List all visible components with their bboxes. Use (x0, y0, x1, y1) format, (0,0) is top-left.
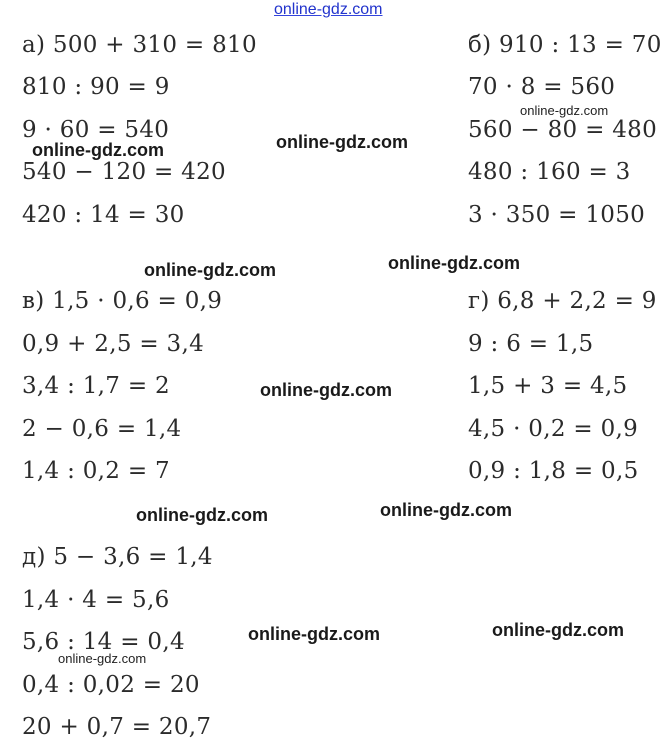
section-a-line-4: 540 − 120 = 420 (22, 159, 226, 185)
watermark: online-gdz.com (144, 260, 276, 280)
section-g-line-5: 0,9 : 1,8 = 0,5 (468, 458, 639, 484)
section-g-line-4: 4,5 · 0,2 = 0,9 (468, 416, 639, 442)
watermark: online-gdz.com (492, 620, 624, 640)
section-a-line-3: 9 · 60 = 540 (22, 117, 170, 143)
section-g-line-3: 1,5 + 3 = 4,5 (468, 373, 628, 399)
section-v-line-2: 0,9 + 2,5 = 3,4 (22, 331, 205, 357)
section-v-line-3: 3,4 : 1,7 = 2 (22, 373, 170, 399)
watermark: online-gdz.com (276, 132, 408, 152)
section-b-line-3: 560 − 80 = 480 (468, 117, 658, 143)
section-a-line-2: 810 : 90 = 9 (22, 74, 170, 100)
section-v-line-1: в) 1,5 · 0,6 = 0,9 (22, 288, 223, 314)
watermark: online-gdz.com (388, 253, 520, 273)
section-v-line-5: 1,4 : 0,2 = 7 (22, 458, 170, 484)
watermark: online-gdz.com (248, 624, 380, 644)
watermark: online-gdz.com (32, 140, 164, 160)
section-d-line-3: 5,6 : 14 = 0,4 (22, 629, 185, 655)
section-d-line-5: 20 + 0,7 = 20,7 (22, 714, 212, 740)
section-v-line-4: 2 − 0,6 = 1,4 (22, 416, 182, 442)
top-watermark-link[interactable]: online-gdz.com (274, 1, 383, 18)
watermark: online-gdz.com (520, 103, 609, 118)
section-b-line-4: 480 : 160 = 3 (468, 159, 631, 185)
watermark: online-gdz.com (136, 505, 268, 525)
watermark: online-gdz.com (58, 651, 147, 666)
section-d-line-1: д) 5 − 3,6 = 1,4 (22, 544, 213, 570)
section-g-line-2: 9 : 6 = 1,5 (468, 331, 594, 357)
section-b-line-1: б) 910 : 13 = 70 (468, 32, 662, 58)
section-d-line-4: 0,4 : 0,02 = 20 (22, 672, 200, 698)
watermark: online-gdz.com (380, 500, 512, 520)
section-b-line-5: 3 · 350 = 1050 (468, 202, 646, 228)
section-d-line-2: 1,4 · 4 = 5,6 (22, 587, 170, 613)
section-a-line-1: а) 500 + 310 = 810 (22, 32, 257, 58)
section-g-line-1: г) 6,8 + 2,2 = 9 (468, 288, 657, 314)
section-a-line-5: 420 : 14 = 30 (22, 202, 185, 228)
watermark: online-gdz.com (260, 380, 392, 400)
section-b-line-2: 70 · 8 = 560 (468, 74, 616, 100)
